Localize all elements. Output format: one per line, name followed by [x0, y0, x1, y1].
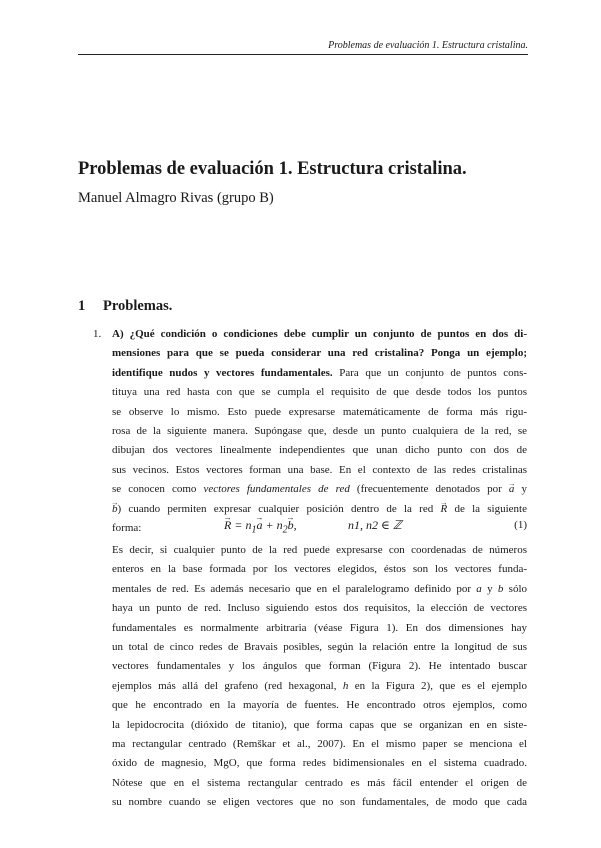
paragraph-explanation	[112, 541, 527, 812]
vector-b-symbol: → b	[112, 500, 118, 519]
vector-R-symbol: → R	[440, 500, 447, 519]
page-title: Problemas de evaluación 1. Estructura cristalina.	[78, 159, 467, 179]
text-line: la lepidocrocita (dióxido de titanio), que forma capas que se organizan en en siste-	[112, 718, 527, 731]
comma: ,	[293, 518, 297, 532]
text-line: forma:	[112, 521, 142, 534]
text-line: se observe lo mismo. Esto puede expresarse matemáticamente de forma más rigu-	[112, 405, 527, 418]
header-rule	[78, 54, 528, 55]
text-fragment: y	[481, 582, 498, 595]
plus-sign: +	[262, 518, 277, 532]
answer-text: Para que un conjunto de puntos cons-	[339, 366, 527, 379]
italic-term: vectores fundamentales de red	[203, 483, 350, 496]
equation-condition: n1, n2 ∈ ℤ	[348, 518, 402, 532]
text-line: haya un punto de red. Incluso siguiendo estos dos requisitos, la elección de vectores	[112, 602, 527, 615]
subscript: 1	[251, 524, 257, 536]
text-line: su nombre cuando se eligen vectores que no son fundamentales, de modo que cada	[112, 796, 527, 809]
equals-sign: =	[231, 518, 246, 532]
text-line: rosa de la siguiente manera. Supóngase que, desde un punto cualquiera de la red, se	[112, 424, 527, 437]
text-line	[112, 580, 527, 599]
math-b: b	[497, 582, 504, 595]
author-line: Manuel Almagro Rivas (grupo B)	[78, 190, 274, 206]
text-line: que he encontrado en la mayoría de fuentes. He encontrado otros ejemplos, como	[112, 699, 527, 712]
coefficient-n: n	[245, 518, 252, 532]
running-header: Problemas de evaluación 1. Estructura cristalina.	[328, 40, 528, 51]
text-line: dibujan dos vectores linealmente independientes que unan dicho punto con dos de	[112, 444, 527, 457]
math-a: a	[476, 582, 482, 595]
section-title: Problemas.	[103, 298, 173, 314]
text-fragment: (frecuentemente denotados por	[349, 483, 509, 496]
problem-number: 1.	[93, 328, 102, 340]
text-fragment: ejemplos más allá del grafeno (red hexagonal,	[112, 679, 343, 692]
text-line: enteros en la base formada por los vectores elegidos, éstos son los vectores funda-	[112, 563, 527, 576]
equation-number: (1)	[514, 519, 527, 531]
text-line: un total de cinco redes de Bravais posibles, según la relación entre la longitud de sus	[112, 640, 527, 653]
text-line: tituya una red hasta con que se cumpla el requisito de que desde todos los puntos	[112, 386, 527, 399]
vector-R-symbol: → R	[224, 515, 231, 535]
question-text: identifique nudos y vectores fundamentales.	[112, 366, 333, 379]
text-line: fundamentales es normalmente arbitraria (véase Figura 1). En dos dimensiones hay	[112, 621, 527, 634]
equation-1	[112, 515, 527, 535]
text-line	[112, 677, 527, 696]
text-fragment: se conocen como	[112, 483, 204, 496]
question-text: mensiones para que se pueda considerar una red cristalina? Ponga un ejemplo;	[112, 347, 527, 360]
text-line	[112, 344, 527, 363]
text-fragment: ) cuando permiten expresar cualquier posición dentro de la red	[117, 502, 441, 515]
text-line: Nótese que en el sistema rectangular centrado es más fácil entender el origen de	[112, 776, 527, 789]
text-fragment: sólo	[503, 582, 527, 595]
equation-body	[224, 515, 297, 540]
text-line: Es decir, si cualquier punto de la red puede expresarse con coordenadas de números	[112, 544, 527, 556]
section-heading	[78, 296, 172, 316]
text-fragment: de la siguiente	[447, 502, 527, 515]
section-number: 1	[78, 298, 86, 314]
italic-h: h	[342, 679, 349, 692]
text-fragment: mentales de red. Es además necesario que en el paralelogramo definido por	[112, 582, 477, 595]
text-fragment: y	[514, 483, 527, 496]
question-text: A) ¿Qué condición o condiciones debe cumplir un conjunto de puntos en dos di-	[112, 328, 527, 340]
coefficient-n: n	[276, 518, 283, 532]
text-line: vectores fundamentales y los ángulos que forman (Figura 2). He intentado buscar	[112, 660, 527, 673]
vector-b-symbol: → b	[288, 515, 294, 535]
text-line: óxido de magnesio, MgO, que forma redes bidimensionales en el sistema cuadrado.	[112, 757, 527, 770]
text-line	[112, 480, 527, 499]
text-line	[112, 325, 527, 344]
text-line: ma rectangular centrado (Remškar et al., 2007). En el mismo paper se menciona el	[112, 737, 527, 750]
text-fragment: en la Figura 2), que es el ejemplo	[348, 679, 527, 692]
paragraph-definition	[112, 325, 527, 538]
vector-a-symbol: → a	[256, 515, 262, 535]
text-line: sus vecinos. Estos vectores forman una base. En el contexto de las redes cristalinas	[112, 463, 527, 476]
vector-a-symbol: → a	[509, 480, 515, 499]
subscript: 2	[282, 524, 288, 536]
text-line	[112, 364, 527, 383]
